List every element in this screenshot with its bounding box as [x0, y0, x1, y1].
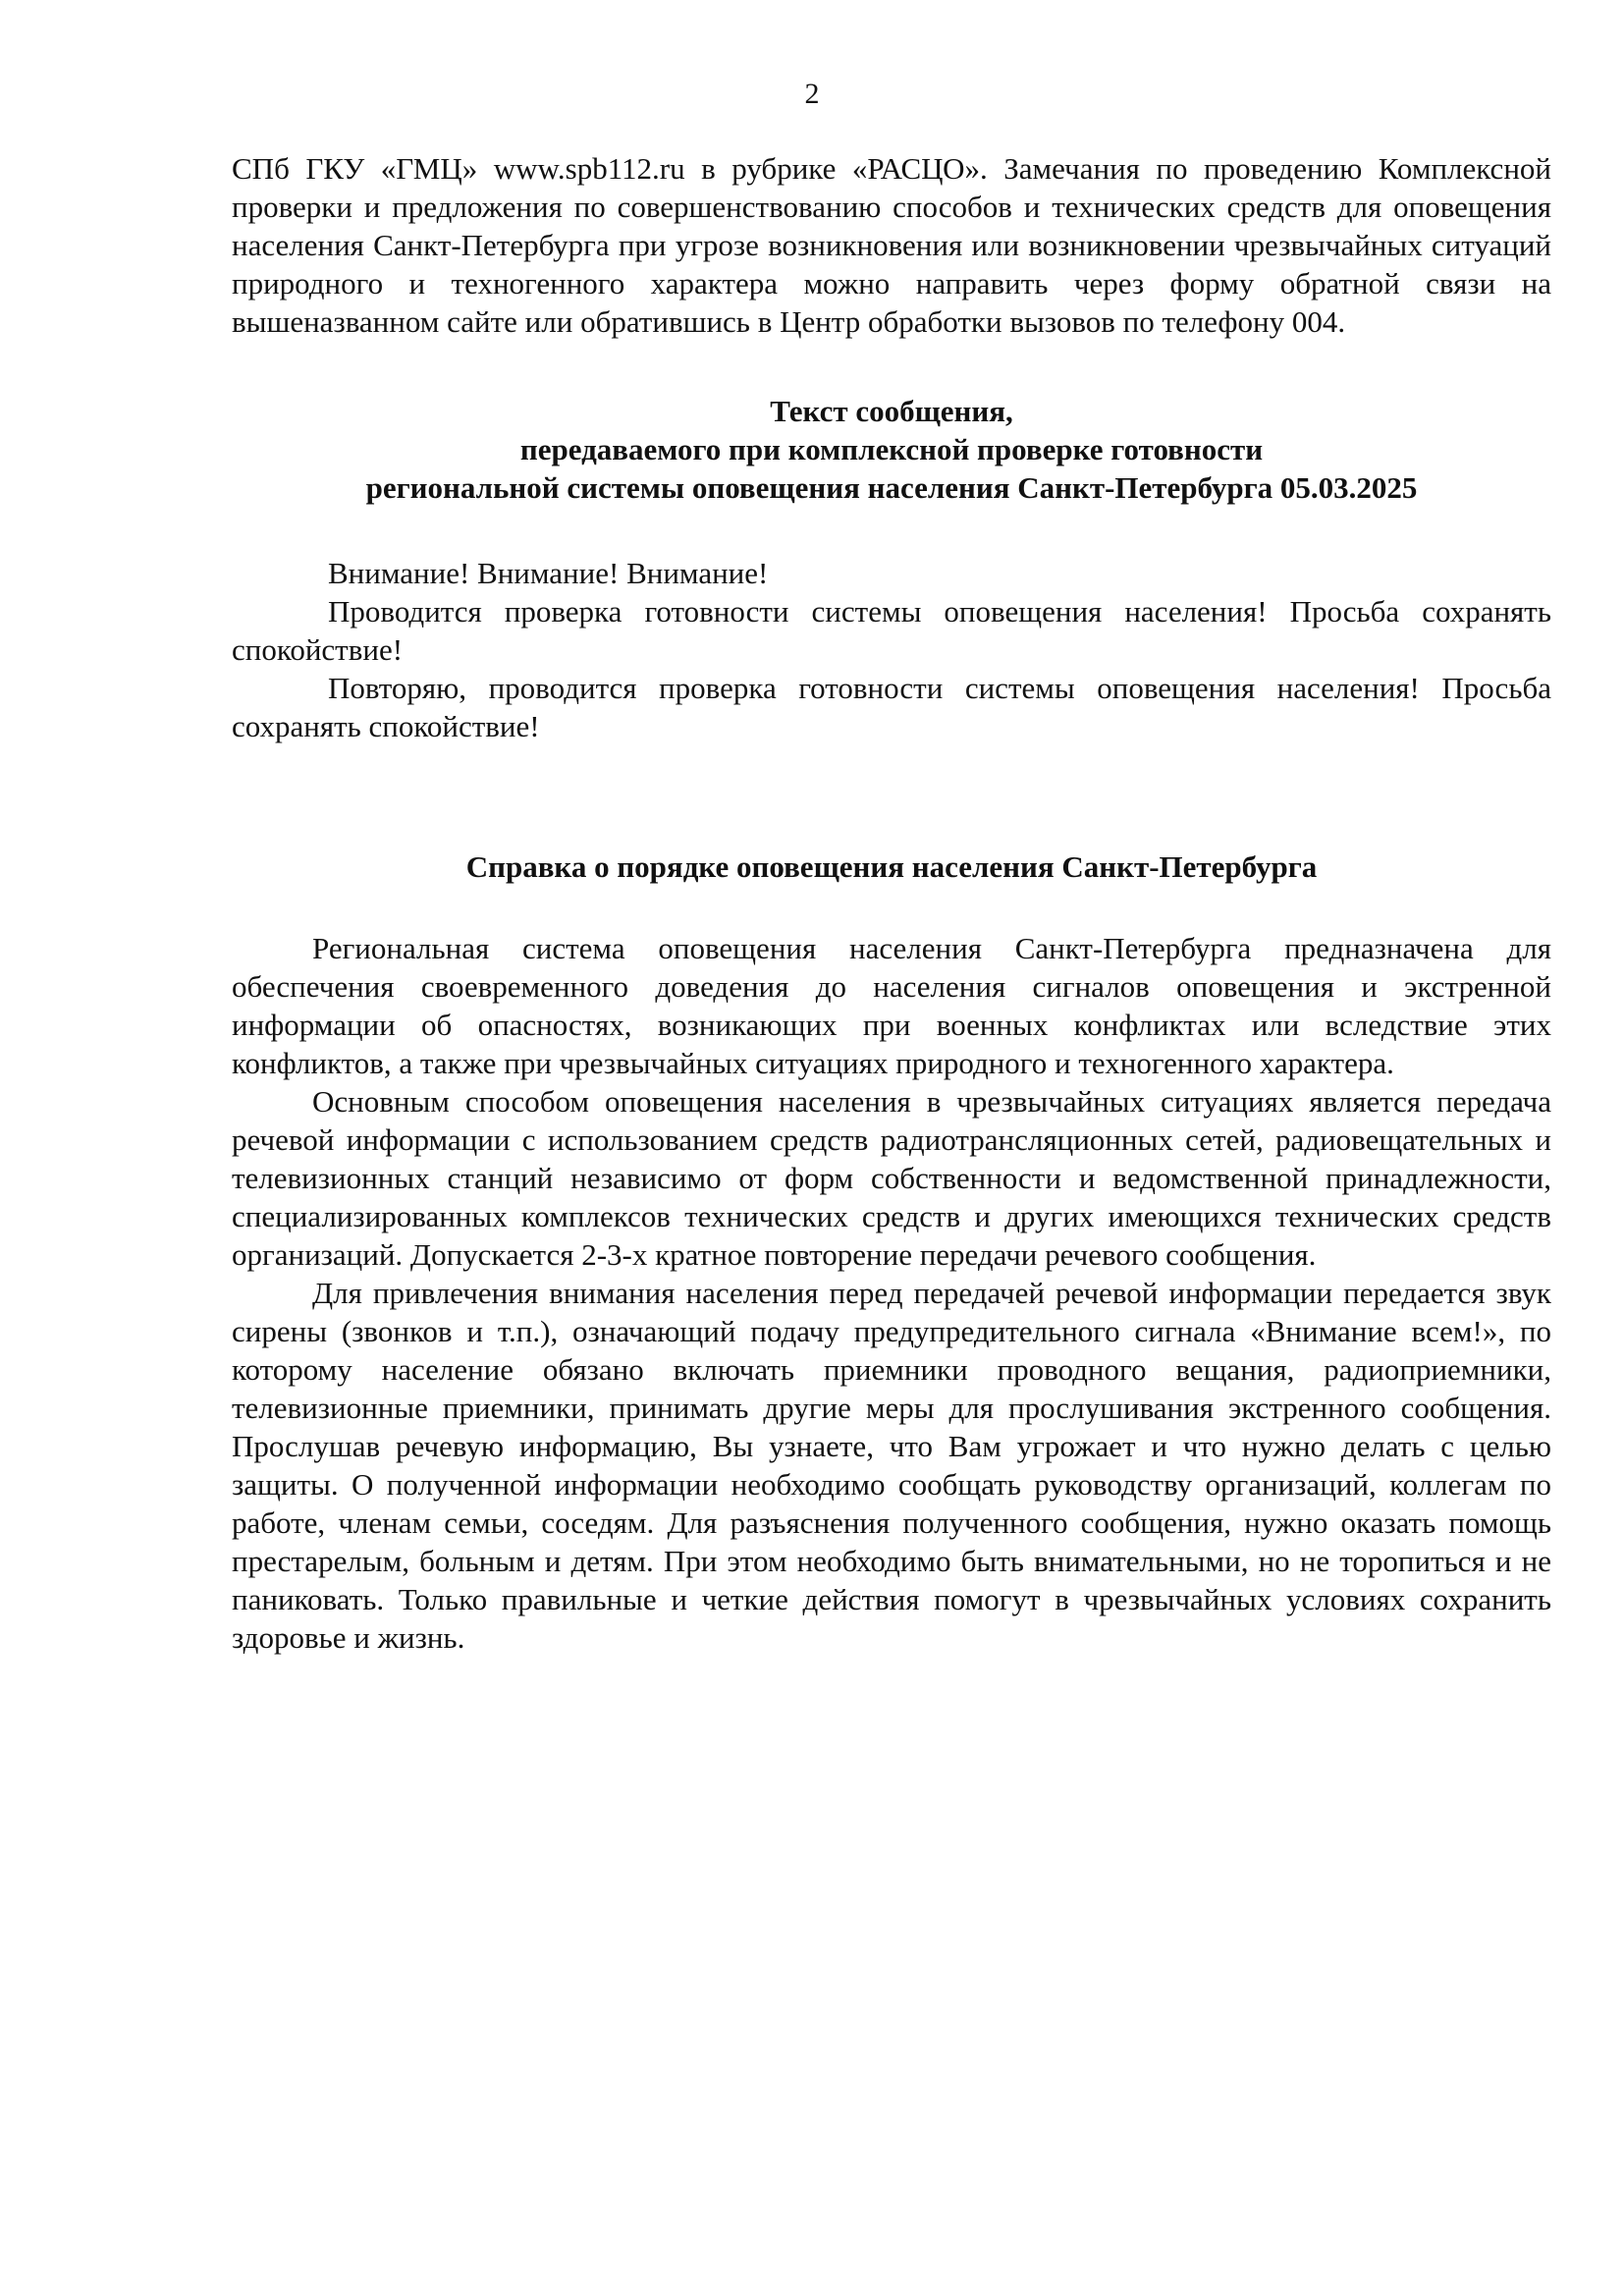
message-title	[232, 392, 1551, 507]
message-line-check: Проводится проверка готовности системы оповещения населения! Просьба сохранять спокойствие!	[232, 594, 1551, 667]
message-title-line-1: Текст сообщения,	[770, 394, 1013, 428]
message-line-repeat: Повторяю, проводится проверка готовности системы оповещения населения! Просьба сохранять спокойствие!	[232, 671, 1551, 743]
intro-paragraph: СПб ГКУ «ГМЦ» www.spb112.ru в рубрике «РАСЦО». Замечания по проведению Комплексной проверки и предложения по совершенствованию способов и технических средств для оповещения населения Санкт-Петербурга при угрозе возникновения или возникновении чрезвычайных ситуаций природного и техногенного характера можно направить через форму обратной связи на вышеназванном сайте или обратившись в Центр обработки вызовов по телефону 004.	[232, 151, 1551, 339]
page-number: 2	[804, 78, 820, 110]
message-title-line-3: региональной системы оповещения населения Санкт-Петербурга 05.03.2025	[365, 470, 1418, 505]
info-paragraph-2: Основным способом оповещения населения в чрезвычайных ситуациях является передача речевой информации с использованием средств радиотрансляционных сетей, радиовещательных и телевизионных станций независимо от форм собственности и ведомственной принадлежности, специализированных комплексов технических средств и других имеющихся технических средств организаций. Допускается 2-3-х кратное повторение передачи речевого сообщения.	[232, 1084, 1551, 1272]
info-section-body	[232, 929, 1551, 1657]
message-line-attention: Внимание! Внимание! Внимание!	[328, 556, 769, 590]
info-paragraph-3: Для привлечения внимания населения перед передачей речевой информации передается звук сирены (звонков и т.п.), означающий подачу предупредительного сигнала «Внимание всем!», по которому население обязано включать приемники проводного вещания, радиоприемники, телевизионные приемники, принимать другие меры для прослушивания экстренного сообщения. Прослушав речевую информацию, Вы узнаете, что Вам угрожает и что нужно делать с целью защиты. О полученной информации необходимо сообщать руководству организаций, коллегам по работе, членам семьи, соседям. Для разъяснения полученного сообщения, нужно оказать помощь престарелым, больным и детям. При этом необходимо быть внимательными, но не торопиться и не паниковать. Только правильные и четкие действия помогут в чрезвычайных условиях сохранить здоровье и жизнь.	[232, 1276, 1551, 1655]
message-title-line-2: передаваемого при комплексной проверке готовности	[519, 432, 1264, 466]
info-paragraph-1: Региональная система оповещения населения Санкт-Петербурга предназначена для обеспечения своевременного доведения до населения сигналов оповещения и экстренной информации об опасностях, возникающих при военных конфликтах или вследствие этих конфликтов, а также при чрезвычайных ситуациях природного и техногенного характера.	[232, 931, 1551, 1080]
info-section-title: Справка о порядке оповещения населения Санкт-Петербурга	[465, 849, 1318, 884]
document-content	[232, 149, 1551, 1657]
message-text-block	[232, 554, 1551, 745]
